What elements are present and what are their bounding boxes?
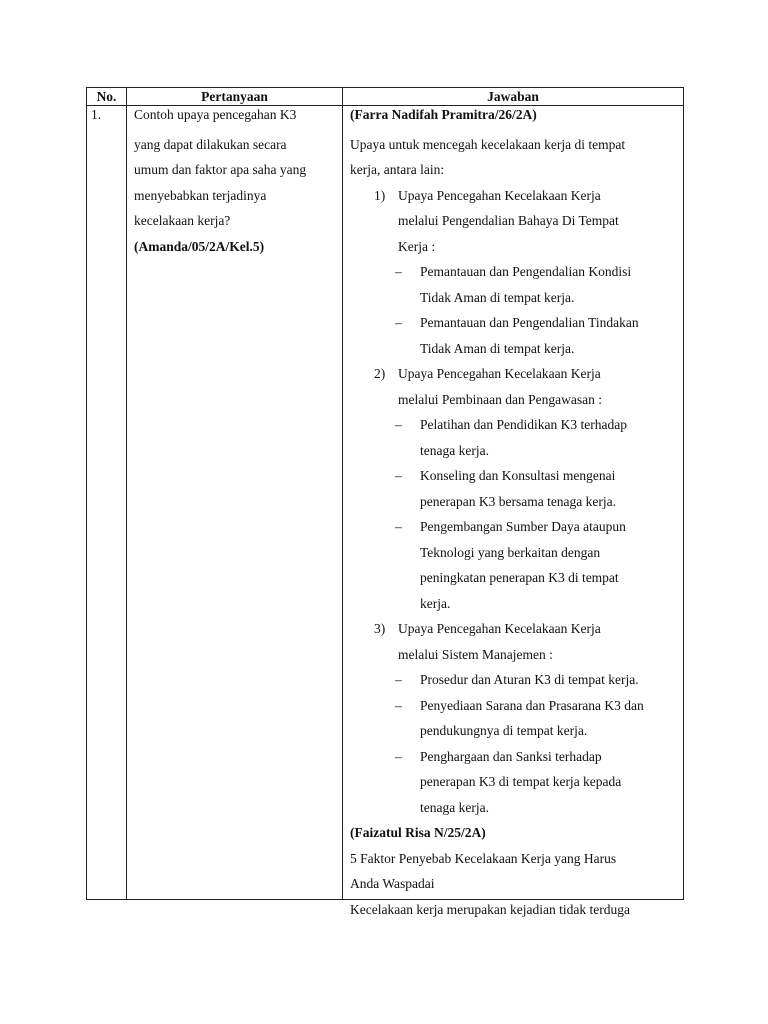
section-number: 2) xyxy=(374,366,386,381)
bullet-item xyxy=(350,744,679,821)
bullet-line: Tidak Aman di tempat kerja. xyxy=(420,340,575,356)
bullet-line: peningkatan penerapan K3 di tempat xyxy=(420,570,619,585)
bullet-item xyxy=(350,693,679,744)
bullet-line: Konseling dan Konsultasi mengenai xyxy=(420,468,616,483)
question-line: menyebabkan terjadinya xyxy=(134,187,267,203)
question-line: Contoh upaya pencegahan K3 xyxy=(134,107,297,122)
question-text xyxy=(131,106,338,259)
answer-intro-line: kerja, antara lain: xyxy=(350,162,445,177)
bullet-line: Tidak Aman di tempat kerja. xyxy=(420,289,575,305)
answer-intro-line: Upaya untuk mencegah kecelakaan kerja di tempat xyxy=(350,136,626,152)
bullet-line: Prosedur dan Aturan K3 di tempat kerja. xyxy=(420,672,639,687)
question-cell xyxy=(127,106,343,900)
bullet-item xyxy=(350,310,679,361)
section-title-line: Upaya Pencegahan Kecelakaan Kerja xyxy=(398,187,601,203)
dash-bullet-icon: – xyxy=(395,697,402,713)
dash-bullet-icon: – xyxy=(395,417,402,432)
dash-bullet-icon: – xyxy=(395,672,402,687)
bullet-line: penerapan K3 bersama tenaga kerja. xyxy=(420,493,617,509)
answer-closing-line: 5 Faktor Penyebab Kecelakaan Kerja yang Harus xyxy=(350,850,617,866)
dash-bullet-icon: – xyxy=(395,519,402,534)
table-header-row xyxy=(87,88,684,106)
answer-author-1: (Farra Nadifah Pramitra/26/2A) xyxy=(350,107,537,122)
section-number: 3) xyxy=(374,621,386,636)
row-number: 1. xyxy=(87,106,127,900)
bullet-item xyxy=(350,412,679,463)
answer-closing-line: Kecelakaan kerja merupakan kejadian tidak terduga xyxy=(350,901,630,917)
bullet-line: pendukungnya di tempat kerja. xyxy=(420,723,588,738)
bullet-line: tenaga kerja. xyxy=(420,442,489,458)
bullet-line: Pelatihan dan Pendidikan K3 terhadap xyxy=(420,417,627,432)
bullet-item xyxy=(350,514,679,616)
bullet-line: Teknologi yang berkaitan dengan xyxy=(420,544,601,560)
dash-bullet-icon: – xyxy=(395,315,402,330)
section-title-line: Kerja : xyxy=(398,238,436,254)
question-author: (Amanda/05/2A/Kel.5) xyxy=(134,238,265,254)
answer-text xyxy=(347,106,679,917)
question-line: kecelakaan kerja? xyxy=(134,213,231,228)
answer-cell xyxy=(343,106,684,917)
table-row xyxy=(87,106,684,900)
answer-author-2: (Faizatul Risa N/25/2A) xyxy=(350,825,486,840)
bullet-item xyxy=(350,463,679,514)
answer-closing-line: Anda Waspadai xyxy=(350,876,435,891)
bullet-item xyxy=(350,667,679,693)
bullet-line: Pemantauan dan Pengendalian Kondisi xyxy=(420,264,632,279)
bullet-line: Pengembangan Sumber Daya ataupun xyxy=(420,519,626,534)
dash-bullet-icon: – xyxy=(395,468,402,483)
question-line: umum dan faktor apa saha yang xyxy=(134,162,307,177)
bullet-line: penerapan K3 di tempat kerja kepada xyxy=(420,774,622,789)
bullet-line: kerja. xyxy=(420,595,451,611)
section-number: 1) xyxy=(374,187,386,203)
qa-table xyxy=(86,87,684,917)
section-title-line: melalui Pembinaan dan Pengawasan : xyxy=(398,391,602,407)
section-title-line: Upaya Pencegahan Kecelakaan Kerja xyxy=(398,366,601,381)
dash-bullet-icon: – xyxy=(395,264,402,279)
bullet-line: Penghargaan dan Sanksi terhadap xyxy=(420,748,602,764)
dash-bullet-icon: – xyxy=(395,748,402,764)
section-title-line: melalui Pengendalian Bahaya Di Tempat xyxy=(398,213,619,228)
bullet-line: tenaga kerja. xyxy=(420,799,489,815)
bullet-item xyxy=(350,259,679,310)
header-question: Pertanyaan xyxy=(127,88,343,106)
bullet-line: Penyediaan Sarana dan Prasarana K3 dan xyxy=(420,697,644,713)
section-title-line: Upaya Pencegahan Kecelakaan Kerja xyxy=(398,621,601,636)
header-no: No. xyxy=(87,88,127,106)
section-title-line: melalui Sistem Manajemen : xyxy=(398,646,553,662)
question-line: yang dapat dilakukan secara xyxy=(134,136,287,152)
bullet-line: Pemantauan dan Pengendalian Tindakan xyxy=(420,315,639,330)
answer-section xyxy=(350,616,679,667)
answer-section xyxy=(350,361,679,412)
answer-section xyxy=(350,183,679,260)
header-answer: Jawaban xyxy=(343,88,684,106)
